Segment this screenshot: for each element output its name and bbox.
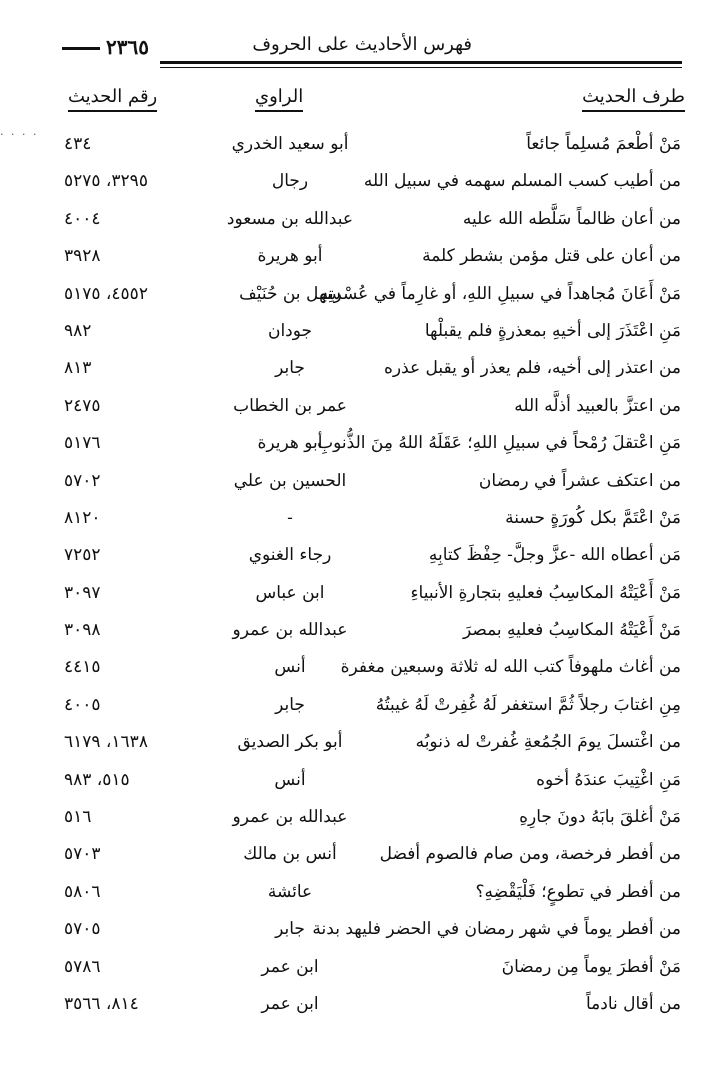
narrator-cell: أنس بن مالك [243, 844, 337, 865]
hadith-cell: من أفطر يوماً في شهر رمضان في الحضر فليهد بدنة [312, 919, 681, 940]
number-cell: ٤٤١٥ [64, 657, 101, 678]
table-row [0, 467, 703, 504]
number-cell: ٥٧٠٥ [64, 919, 101, 940]
narrator-cell: جابر [275, 358, 305, 379]
number-cell: ٤٣٤ [64, 134, 92, 154]
narrator-cell: أبو هريرة [257, 433, 323, 454]
hadith-cell: من اعتكف عشراً في رمضان [478, 470, 681, 491]
number-cell: ٨١٣ [64, 358, 92, 379]
hadith-cell: من أقال نادماً [585, 993, 681, 1014]
number-cell: ٤٥٥٢، ٥١٧٥ [64, 283, 148, 304]
table-row [0, 653, 703, 690]
margin-mark: · · · · [0, 128, 39, 141]
table-row [0, 167, 703, 204]
narrator-cell: أبو هريرة [257, 246, 323, 267]
narrator-cell: ابن عباس [255, 582, 325, 603]
table-row [0, 541, 703, 578]
narrator-cell: أبو سعيد الخدري [231, 134, 349, 154]
number-cell: ٣٩٢٨ [64, 246, 101, 267]
column-header-hadith: طرف الحديث [582, 86, 685, 112]
header-rule-thick [160, 61, 682, 64]
hadith-cell: مَنْ أفطرَ يوماً مِن رمضانَ [501, 956, 681, 977]
hadith-cell: مَنِ اعْتَذَرَ إلى أخيهِ بمعذرةٍ فلم يقبلْها [424, 320, 681, 341]
narrator-cell: عبدالله بن مسعود [226, 208, 354, 229]
hadith-cell: مَنْ أطْعمَ مُسلِماً جائعاً [526, 134, 681, 154]
hadith-cell: من أفطر فرخصة، ومن صام فالصوم أفضل [379, 844, 681, 865]
number-cell: ٢٤٧٥ [64, 395, 101, 416]
number-cell: ٧٢٥٢ [64, 545, 101, 566]
number-cell: ٥٧٨٦ [64, 956, 101, 977]
narrator-cell: جابر [275, 919, 305, 940]
table-row [0, 915, 703, 952]
page-number [62, 35, 149, 59]
running-title: فهرس الأحاديث على الحروف [252, 34, 472, 55]
hadith-cell: من اغْتسلَ يومَ الجُمُعةِ غُفرتْ له ذنوبُه [415, 732, 681, 753]
narrator-cell: ابن عمر [261, 993, 319, 1014]
table-row [0, 728, 703, 765]
table-row [0, 840, 703, 877]
number-cell: ٤٠٠٤ [64, 208, 101, 229]
table-row [0, 392, 703, 429]
table-row [0, 878, 703, 915]
hadith-cell: من أغاث ملهوفاً كتب الله له ثلاثة وسبعين مغفرة [340, 657, 681, 678]
number-cell: ٤٠٠٥ [64, 694, 101, 715]
number-cell: ٩٨٢ [64, 320, 92, 341]
narrator-cell: عمر بن الخطاب [233, 395, 347, 416]
narrator-cell: أنس [274, 657, 306, 678]
narrator-cell: رجاء الغنوي [248, 545, 332, 566]
hadith-cell: من أعان على قتل مؤمن بشطر كلمة [422, 246, 681, 267]
hadith-cell: مَنْ أَعَانَ مُجاهداً في سبيلِ اللهِ، أو غارِماً في عُسْرتِهِ [319, 283, 681, 304]
narrator-cell: عائشة [267, 881, 313, 902]
narrator-cell: جابر [275, 694, 305, 715]
number-cell: ٥٨٠٦ [64, 881, 101, 902]
table-row [0, 691, 703, 728]
narrator-cell: عبدالله بن عمرو [232, 620, 348, 641]
table-row [0, 953, 703, 990]
header-rule-thin [160, 67, 682, 68]
table-row [0, 990, 703, 1027]
number-cell: ٥١٧٦ [64, 433, 101, 454]
narrator-cell: سهل بن حُنَيْف [239, 283, 341, 304]
table-row [0, 242, 703, 279]
hadith-cell: من أعان ظالماً سَلَّطه الله عليه [462, 208, 681, 229]
number-cell: ١٦٣٨، ٦١٧٩ [64, 732, 148, 753]
number-cell: ٣٢٩٥، ٥٢٧٥ [64, 171, 148, 192]
narrator-cell: جودان [267, 320, 313, 341]
narrator-cell: ابن عمر [261, 956, 319, 977]
number-cell: ٨١٢٠ [64, 507, 101, 528]
number-cell: ٣٠٩٨ [64, 620, 101, 641]
hadith-cell: من اعتذر إلى أخيه، فلم يعذر أو يقبل عذره [383, 358, 681, 379]
narrator-cell: - [287, 507, 293, 528]
hadith-cell: من اعتزَّ بالعبيد أذلَّه الله [514, 395, 681, 416]
column-header-number: رقم الحديث [68, 86, 157, 112]
hadith-cell: مَنْ اعْتَمَّ بكل كُورَةٍ حسنة [505, 507, 681, 528]
hadith-cell: مَنْ أَعْيَتْهُ المكاسِبُ فعليهِ بتجارةِ الأنبياءِ [410, 582, 681, 603]
hadith-cell: مَن أعطاه الله -عزَّ وجلَّ- حِفْظَ كتابِهِ [428, 545, 681, 566]
page-number-dash [62, 47, 100, 50]
table-row [0, 130, 703, 167]
page-header [62, 34, 682, 62]
hadith-cell: مَنْ أغلقَ بابَهُ دونَ جارِهِ [519, 807, 681, 828]
hadith-cell: مَنْ أَعْيَتْهُ المكاسِبُ فعليهِ بمصرَ [462, 620, 681, 641]
narrator-cell: أنس [274, 769, 306, 790]
hadith-cell: من أطيب كسب المسلم سهمه في سبيل الله [363, 171, 681, 192]
narrator-cell: أبو بكر الصديق [237, 732, 343, 753]
narrator-cell: عبدالله بن عمرو [232, 807, 348, 828]
table-row [0, 280, 703, 317]
hadith-cell: من أفطر في تطوعٍ؛ فَلْيَقْضِهِ؟ [475, 881, 681, 902]
narrator-cell: الحسين بن علي [233, 470, 347, 491]
hadith-cell: مَنِ اغْتِيبَ عندَهُ أخوه [536, 769, 681, 790]
number-cell: ٥٧٠٢ [64, 470, 101, 491]
number-cell: ٥١٦ [64, 807, 92, 828]
index-table [0, 130, 703, 1027]
number-cell: ٨١٤، ٣٥٦٦ [64, 993, 139, 1014]
table-row [0, 803, 703, 840]
table-row [0, 504, 703, 541]
hadith-cell: مِنِ اغتابَ رجلاً ثُمَّ استغفر لَهُ غُفِرتْ لَهُ غيبتُهُ [375, 694, 681, 715]
table-row [0, 205, 703, 242]
table-row [0, 616, 703, 653]
table-row [0, 766, 703, 803]
number-cell: ٥٧٠٣ [64, 844, 101, 865]
column-header-narrator: الراوي [255, 86, 303, 112]
table-row [0, 354, 703, 391]
number-cell: ٣٠٩٧ [64, 582, 101, 603]
table-row [0, 429, 703, 466]
page-number-value: ٢٣٦٥ [106, 35, 149, 59]
table-row [0, 579, 703, 616]
narrator-cell: رجال [271, 171, 309, 192]
number-cell: ٥١٥، ٩٨٣ [64, 769, 130, 790]
table-row [0, 317, 703, 354]
hadith-cell: مَنِ اعْتقلَ رُمْحاً في سبيلِ اللهِ؛ عَقَلَهُ اللهُ مِنَ الذُّنوبِ [317, 433, 681, 454]
